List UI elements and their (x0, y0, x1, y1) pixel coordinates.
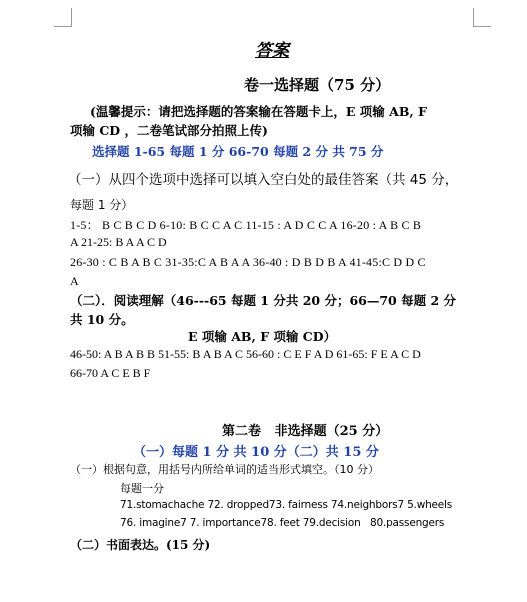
answers-76-80-line: 76. imagine7 7. importance78. feet 79.decision 80.passengers (120, 517, 445, 529)
answers-1-25-line-1: 1-5： B C B C D 6-10: B C C A C 11-15 : A D C C A 16-20 : A B C B (70, 218, 422, 232)
answers-46-65-line-1: 46-50: A B A B B 51-55: B A B A C 56-60 : C E F A D 61-65: F E A C D (70, 347, 421, 361)
section2-title-line-2: 共 10 分。 (70, 312, 134, 327)
part2-score-rule: （一）每题 1 分 共 10 分（二）共 15 分 (133, 445, 379, 460)
part2-heading: 第二卷 非选择题（25 分） (222, 424, 389, 439)
page-corner-mark-right-horizontal (473, 26, 491, 27)
section1-title-line-1: （一）从四个选项中选择可以填入空白处的最佳答案（共 45 分， (68, 172, 459, 188)
answers-71-75-line: 71.stomachache 72. dropped73. fairness 74.neighbors7 5.wheels (120, 499, 453, 511)
section2-title-line-1: （二）．阅读理解（46---65 每题 1 分共 20 分；66—70 每题 2 分 (70, 293, 456, 308)
answers-66-70-line: 66-70 A C E B F (70, 366, 151, 380)
part1-heading: 卷一选择题（75 分） (244, 76, 391, 94)
section2-note: E 项输 AB, F 项输 CD） (188, 329, 337, 344)
answers-26-45-line-2: A (70, 274, 79, 288)
part2-section1-title: （一）根据句意，用括号内所给单词的适当形式填空。（10 分） (70, 463, 379, 476)
page-corner-mark-left-vertical (71, 8, 72, 26)
page-corner-mark-left-horizontal (54, 26, 72, 27)
section1-title-line-2: 每题 1 分） (70, 198, 134, 212)
points-note: 每题一分 (120, 482, 164, 495)
part1-score-rule: 选择题 1-65 每题 1 分 66-70 每题 2 分 共 75 分 (92, 144, 384, 159)
part2-section2-title: （二）书面表达。(15 分) (70, 538, 211, 552)
tip-line-1: (温馨提示：请把选择题的答案输在答题卡上，E 项输 AB, F (90, 104, 427, 119)
answers-1-25-line-2: A 21-25: B A A C D (70, 235, 167, 249)
page-corner-mark-right-vertical (473, 8, 474, 26)
document-title: 答案 (255, 41, 289, 61)
answers-26-45-line-1: 26-30 : C B A B C 31-35:C A B A A 36-40 : D B D B A 41-45:C D D C (70, 255, 426, 269)
tip-line-2: 项输 CD ，二卷笔试部分拍照上传) (70, 123, 268, 138)
